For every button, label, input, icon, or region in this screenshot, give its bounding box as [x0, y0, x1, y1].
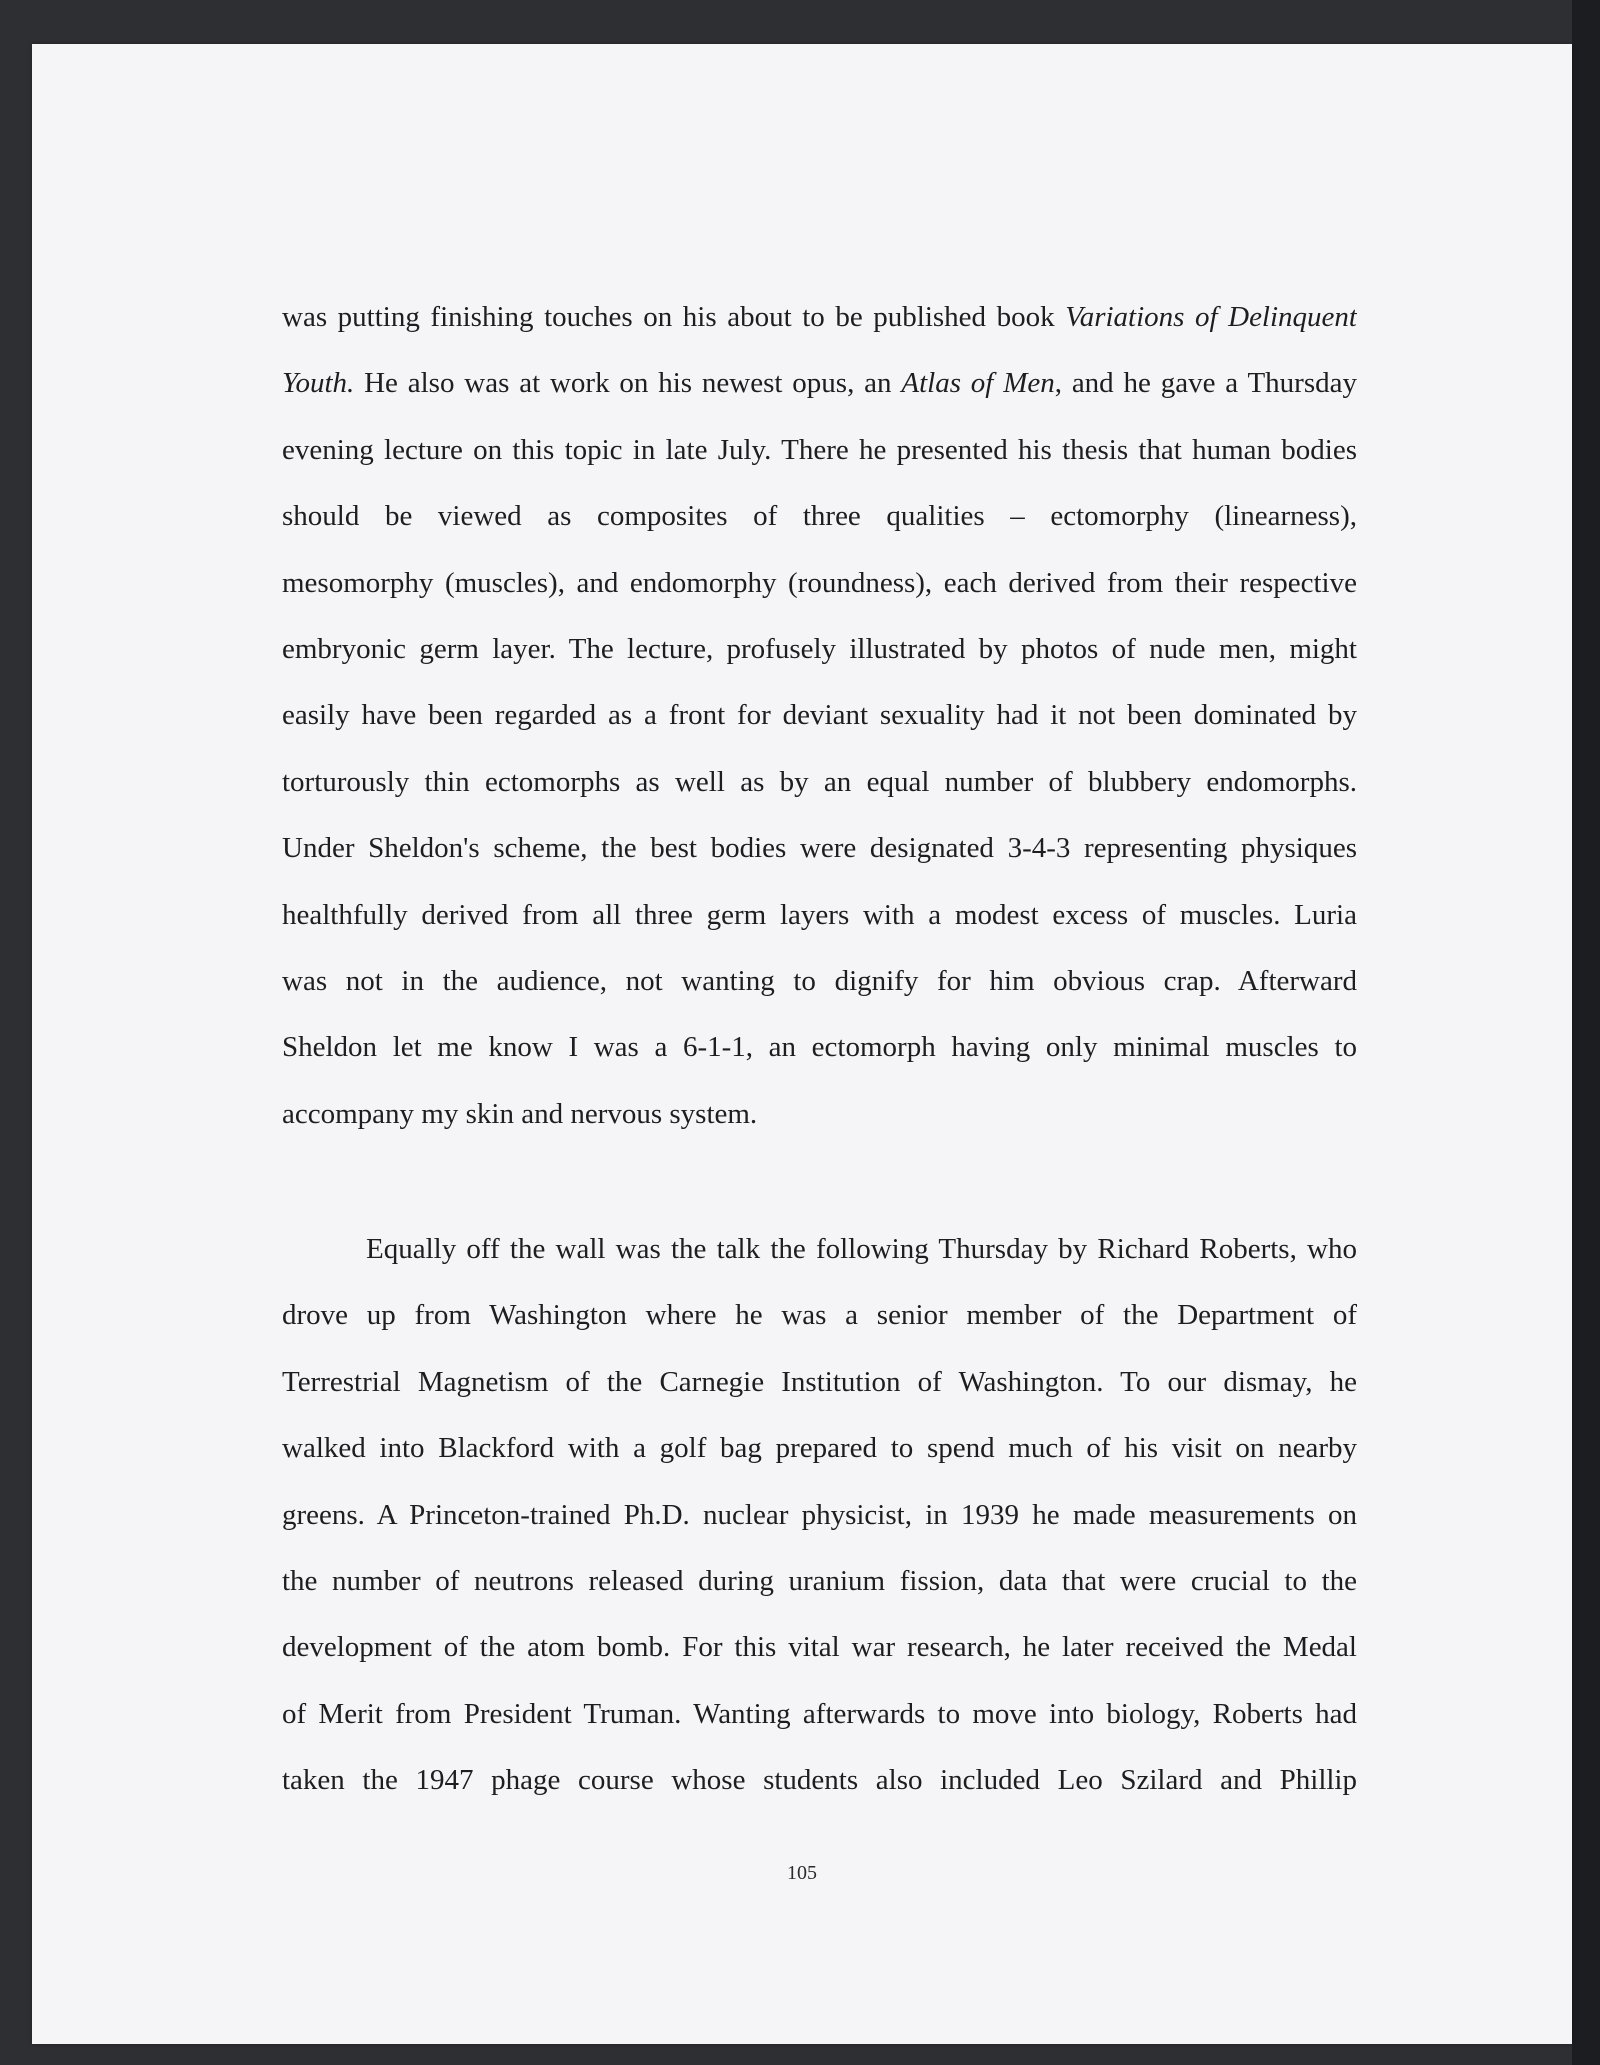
text-line: embryonic germ layer. The lecture, profusely illustrated by photos of nude men, might	[282, 632, 1357, 665]
text-line: Under Sheldon's scheme, the best bodies were designated 3-4-3 representing physiques	[282, 832, 1357, 865]
text-line: mesomorphy (muscles), and endomorphy (roundness), each derived from their respective	[282, 566, 1357, 599]
text-line: torturously thin ectomorphs as well as by an equal number of blubbery endomorphs.	[282, 765, 1357, 798]
text-line: was not in the audience, not wanting to dignify for him obvious crap. Afterward	[282, 964, 1357, 997]
text-line: Terrestrial Magnetism of the Carnegie Institution of Washington. To our dismay, he	[282, 1365, 1357, 1398]
text-line: should be viewed as composites of three qualities – ectomorphy (linearness),	[282, 500, 1357, 533]
text-line: Sheldon let me know I was a 6-1-1, an ectomorph having only minimal muscles to	[282, 1031, 1357, 1064]
text-line: development of the atom bomb. For this vital war research, he later received the Medal	[282, 1631, 1357, 1664]
text-line: easily have been regarded as a front for deviant sexuality had it not been dominated by	[282, 699, 1357, 732]
text-line: was putting finishing touches on his about to be published book Variations of Delinquent	[282, 301, 1357, 333]
text-line: taken the 1947 phage course whose students also included Leo Szilard and Phillip	[282, 1764, 1357, 1797]
text-line: of Merit from President Truman. Wanting afterwards to move into biology, Roberts had	[282, 1697, 1357, 1730]
text-line: Equally off the wall was the talk the following Thursday by Richard Roberts, who	[366, 1233, 1357, 1265]
text-line: healthfully derived from all three germ layers with a modest excess of muscles. Luria	[282, 898, 1357, 931]
text-line: accompany my skin and nervous system.	[282, 1097, 758, 1130]
text-line: evening lecture on this topic in late July. There he presented his thesis that human bodies	[282, 433, 1357, 466]
text-line: the number of neutrons released during uranium fission, data that were crucial to the	[282, 1564, 1357, 1597]
text-line: drove up from Washington where he was a senior member of the Department of	[282, 1299, 1357, 1332]
background-edge	[1572, 0, 1600, 2065]
text-line: Youth. He also was at work on his newest opus, an Atlas of Men, and he gave a Thursday	[282, 367, 1357, 400]
text-line: walked into Blackford with a golf bag prepared to spend much of his visit on nearby	[282, 1432, 1357, 1465]
text-line: greens. A Princeton-trained Ph.D. nuclear physicist, in 1939 he made measurements on	[282, 1498, 1357, 1531]
paragraph-1	[282, 284, 1357, 1147]
paragraph-2	[282, 1216, 1357, 1814]
page-number: 105	[787, 1862, 817, 1884]
paper-page	[32, 44, 1572, 2044]
